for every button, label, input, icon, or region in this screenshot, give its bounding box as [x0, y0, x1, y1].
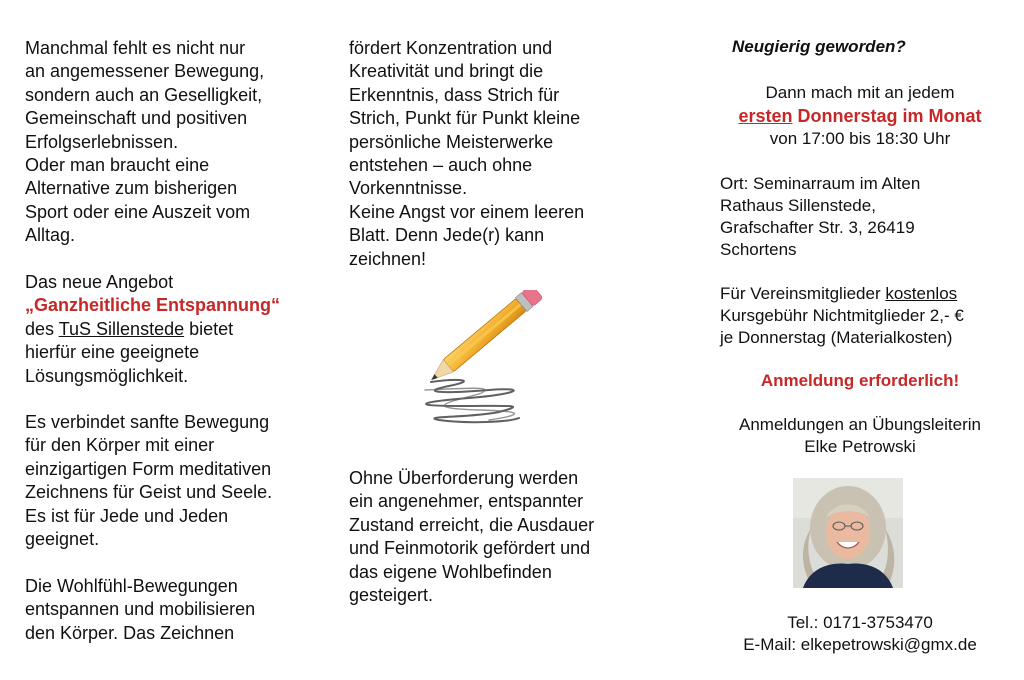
movement-paragraph — [25, 575, 255, 645]
text-line: Oder man braucht eine — [25, 155, 210, 176]
text-line: Strich, Punkt für Punkt kleine — [349, 108, 581, 129]
contact-details — [700, 612, 1020, 656]
text-line: ein angenehmer, entspannter — [349, 491, 584, 512]
text-fragment: Für Vereinsmitglieder — [720, 284, 886, 303]
schedule-time: von 17:00 bis 18:30 Uhr — [769, 129, 951, 148]
schedule-day — [700, 104, 1020, 128]
text-line: Grafschafter Str. 3, 26419 — [720, 218, 915, 237]
contact-block — [700, 414, 1020, 458]
offer-paragraph — [25, 271, 280, 388]
club-name: TuS Sillenstede — [58, 318, 185, 339]
registration-required: Anmeldung erforderlich! — [760, 371, 960, 390]
text-line: persönliche Meisterwerke — [349, 131, 554, 152]
method-paragraph — [25, 411, 272, 551]
text-line: Kreativität und bringt die — [349, 61, 544, 82]
phone-number: Tel.: 0171-3753470 — [787, 613, 933, 632]
text-line: das eigene Wohlbefinden — [349, 561, 552, 582]
fee-free: kostenlos — [885, 284, 958, 303]
text-line: den Körper. Das Zeichnen — [25, 622, 235, 643]
text-line: sondern auch an Geselligkeit, — [25, 84, 263, 105]
text-line: Sport oder eine Auszeit vom — [25, 201, 251, 222]
text-line: fördert Konzentration und — [349, 38, 553, 58]
contact-name: Elke Petrowski — [804, 437, 916, 456]
text-line: Alltag. — [25, 225, 76, 246]
offer-title: „Ganzheitliche Entspannung“ — [25, 295, 281, 316]
schedule-block — [700, 82, 1020, 150]
text-line: Zustand erreicht, die Ausdauer — [349, 514, 595, 535]
text-line: Erkenntnis, dass Strich für — [349, 84, 560, 105]
text-line: Es verbindet sanfte Bewegung — [25, 412, 270, 432]
text-line: Keine Angst vor einem leeren — [349, 201, 585, 222]
text-line: Schortens — [720, 240, 797, 259]
text-line: einzigartigen Form meditativen — [25, 458, 272, 479]
drawing-paragraph — [349, 37, 584, 271]
text-line: Manchmal fehlt es nicht nur — [25, 38, 246, 58]
benefits-paragraph — [349, 467, 594, 607]
text-line: Die Wohlfühl-Bewegungen — [25, 576, 238, 596]
schedule-intro: Dann mach mit an jedem — [765, 83, 955, 102]
pencil-scribble-icon — [379, 290, 559, 440]
text-line — [25, 318, 280, 341]
text-line: zeichnen! — [349, 248, 427, 269]
text-line: an angemessener Bewegung, — [25, 61, 265, 82]
text-line: und Feinmotorik gefördert und — [349, 538, 591, 559]
text-line: Das neue Angebot — [25, 272, 174, 292]
text-line: gesteigert. — [349, 585, 434, 606]
text-line: Es ist für Jede und Jeden — [25, 505, 229, 526]
text-line: entspannen und mobilisieren — [25, 599, 256, 620]
fee-block — [720, 283, 964, 349]
schedule-first: ersten — [738, 106, 793, 126]
text-line: geeignet. — [25, 529, 100, 550]
text-line: für den Körper mit einer — [25, 435, 215, 456]
text-line: Ort: Seminarraum im Alten — [720, 174, 921, 193]
text-line: Vorkenntnisse. — [349, 178, 468, 199]
text-line: Ohne Überforderung werden — [349, 468, 579, 488]
portrait-photo — [793, 478, 903, 588]
location-block — [720, 173, 920, 261]
text-fragment: des — [25, 318, 59, 339]
text-line: Kursgebühr Nichtmitglieder 2,- € — [720, 306, 964, 325]
text-line: Alternative zum bisherigen — [25, 178, 238, 199]
heading-curious: Neugierig geworden? — [732, 37, 906, 56]
text-fragment: bietet — [184, 318, 234, 339]
text-line: Rathaus Sillenstede, — [720, 196, 876, 215]
text-line: Lösungsmöglichkeit. — [25, 365, 189, 386]
text-line: Blatt. Denn Jede(r) kann — [349, 225, 545, 246]
text-line: Erfolgserlebnissen. — [25, 131, 179, 152]
text-line: Gemeinschaft und positiven — [25, 108, 248, 129]
text-line: hierfür eine geeignete — [25, 342, 200, 363]
text-line: je Donnerstag (Materialkosten) — [720, 328, 953, 347]
text-line: entstehen – auch ohne — [349, 155, 533, 176]
email-address: E-Mail: elkepetrowski@gmx.de — [743, 635, 977, 654]
schedule-weekday: Donnerstag im Monat — [792, 106, 982, 126]
contact-intro: Anmeldungen an Übungsleiterin — [739, 415, 981, 434]
text-line: Zeichnens für Geist und Seele. — [25, 482, 273, 503]
text-line — [720, 283, 964, 305]
intro-paragraph — [25, 37, 264, 248]
